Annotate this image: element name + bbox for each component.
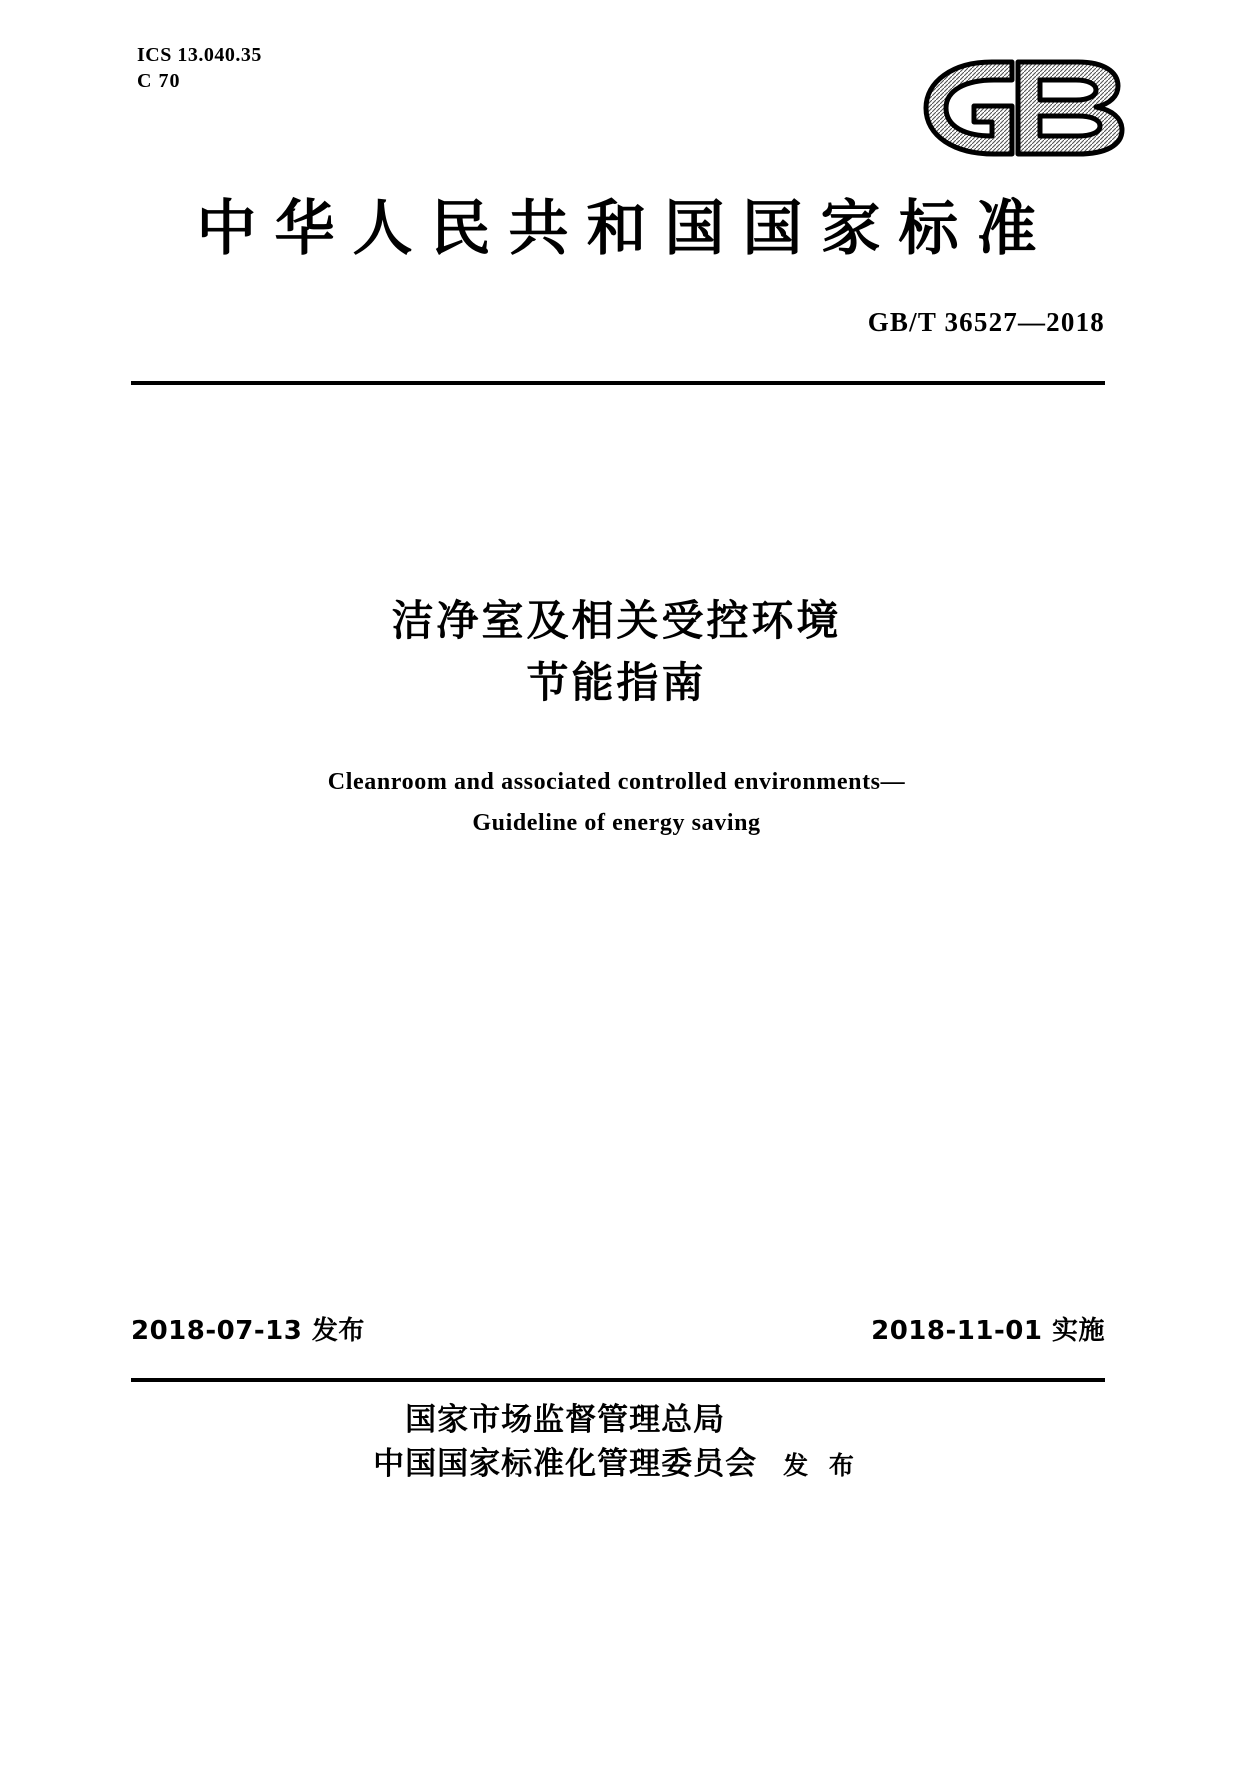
publisher-names [373, 1398, 757, 1486]
standard-number: GB/T 36527—2018 [867, 307, 1105, 337]
publisher-block [0, 1398, 1233, 1486]
ccs-code: C 70 [137, 70, 181, 92]
publisher-verb: 发 布 [783, 1451, 860, 1480]
national-standard-title: 中华人民共和国国家标准 [196, 194, 1055, 264]
publisher-line-1: 国家市场监督管理总局 [405, 1402, 726, 1438]
document-title-cn-line1: 洁净室及相关受控环境 [391, 596, 842, 645]
ics-classification [137, 42, 262, 94]
document-title-en-line2: Guideline of energy saving [472, 810, 761, 836]
footer-divider [131, 1378, 1105, 1382]
issue-date: 2018-07-13 发布 [131, 1316, 365, 1346]
implementation-date: 2018-11-01 实施 [871, 1316, 1105, 1346]
gb-emblem-icon [900, 48, 1145, 166]
document-title-cn [0, 590, 1233, 714]
ics-code: ICS 13.040.35 [137, 44, 262, 66]
document-title-cn-line2: 节能指南 [526, 658, 707, 707]
document-title-en-line1: Cleanroom and associated controlled environments— [327, 769, 906, 795]
publisher-line-2: 中国国家标准化管理委员会 [373, 1446, 758, 1482]
header-divider [131, 381, 1105, 385]
document-title-en [0, 762, 1233, 844]
